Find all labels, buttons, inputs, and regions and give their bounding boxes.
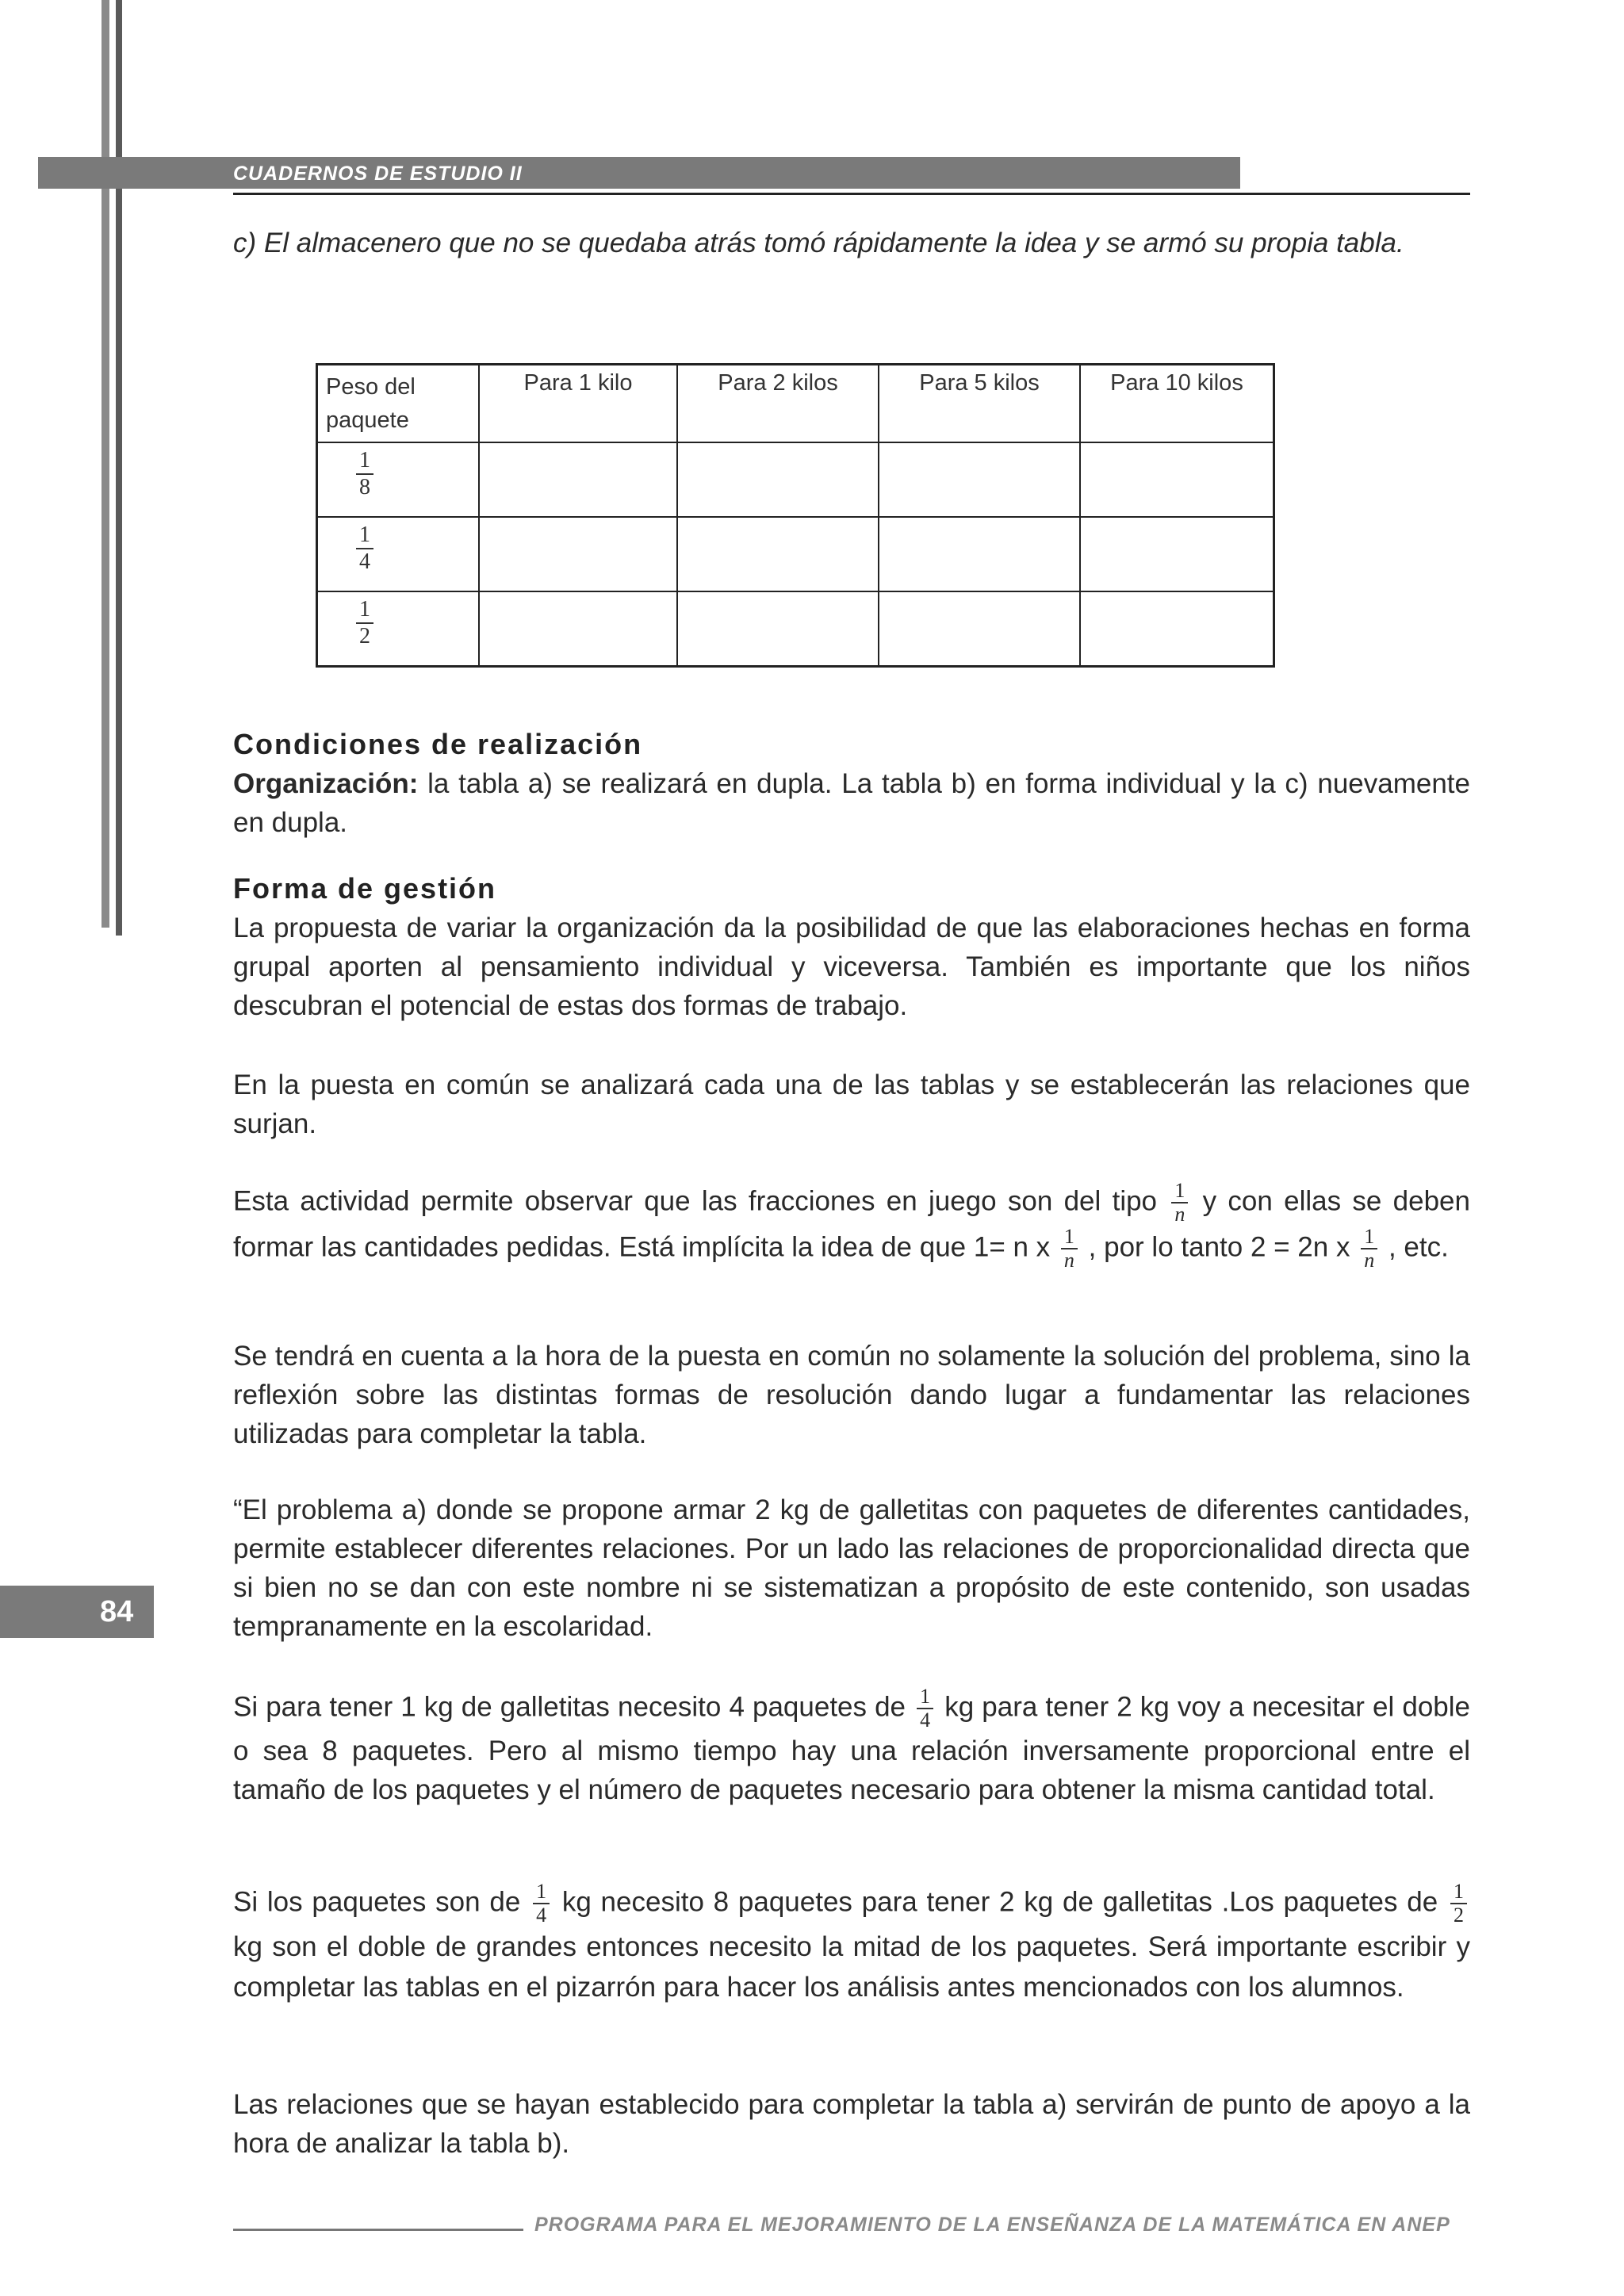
footer-rule: [233, 2229, 523, 2231]
table-cell: [677, 517, 879, 591]
fraction: $\frac{1}{8}$: [356, 448, 373, 500]
table-header-row: [317, 365, 1274, 443]
fraction-one-over-n: $\frac{1}{n}$: [1361, 1226, 1377, 1272]
gestion-paragraph-3: [233, 1180, 1470, 1272]
fraction: $\frac{1}{2}$: [356, 597, 373, 649]
p7-text-a: Si los paquetes son de: [233, 1886, 521, 1918]
left-vertical-bar: [102, 0, 109, 928]
table-cell: [879, 591, 1080, 667]
table-row: [317, 442, 1274, 517]
table-cell: [1080, 591, 1274, 667]
table-cell: [1080, 517, 1274, 591]
p6-text-b: kg para tener 2 kg voy a necesitar el doble o sea 8 paquetes. Pero al mismo tiempo hay una relación inversamente proporcional entre el tamaño de los paquetes y el número de paquetes necesario para obtener la misma cantidad total.: [233, 1691, 1470, 1805]
organization-paragraph: [233, 764, 1470, 842]
table-cell: [677, 591, 879, 667]
fraction-one-over-n: $\frac{1}{n}$: [1171, 1180, 1188, 1226]
running-footer: PROGRAMA PARA EL MEJORAMIENTO DE LA ENSEÑANZA DE LA MATEMÁTICA EN ANEP: [534, 2214, 1450, 2236]
table-header-cell: Para 5 kilos: [879, 365, 1080, 443]
row-fraction-cell: [317, 517, 480, 591]
table-row: [317, 517, 1274, 591]
header-band: [38, 157, 1240, 189]
table-cell: [479, 517, 677, 591]
p7-text-c: kg son el doble de grandes entonces necesito la mitad de los paquetes. Será importante escribir y completar las tablas en el pizarrón para hacer los análisis antes mencionados con los alumnos.: [233, 1931, 1470, 2003]
table-header-cell: Para 1 kilo: [479, 365, 677, 443]
row-fraction-cell: [317, 442, 480, 517]
intro-paragraph: c) El almacenero que no se quedaba atrás tomó rápidamente la idea y se armó su propia tabla.: [233, 228, 1404, 258]
p3-text-a: Esta actividad permite observar que las fracciones en juego son del tipo: [233, 1185, 1158, 1217]
p7-text-b: kg necesito 8 paquetes para tener 2 kg de galletitas .Los paquetes de: [561, 1886, 1438, 1918]
organization-text: la tabla a) se realizará en dupla. La tabla b) en forma individual y la c) nuevamente en dupla.: [233, 768, 1470, 838]
table-cell: [479, 591, 677, 667]
table-cell: [1080, 442, 1274, 517]
table-row: [317, 591, 1274, 667]
gestion-paragraph-7: [233, 1881, 1470, 2007]
organization-label: Organización:: [233, 768, 419, 799]
header-rule: [233, 193, 1470, 195]
section-heading-conditions: Condiciones de realización: [233, 728, 643, 760]
weights-table: [316, 363, 1275, 668]
gestion-paragraph-4: Se tendrá en cuenta a la hora de la puesta en común no solamente la solución del problema, sino la reflexión sobre las distintas formas de resolución dando lugar a fundamentar las relaciones utilizadas para completar la tabla.: [233, 1341, 1470, 1449]
left-vertical-bar-dark: [116, 0, 122, 936]
p3-text-b: y con ellas se deben formar las cantidades pedidas. Está implícita la idea de que 1= n x: [233, 1185, 1470, 1263]
gestion-paragraph-6: [233, 1686, 1470, 1809]
gestion-paragraph-1: La propuesta de variar la organización da la posibilidad de que las elaboraciones hechas en forma grupal aporten al pensamiento individual y viceversa. También es importante que los niños descubran el potencial de estas dos formas de trabajo.: [233, 913, 1470, 1021]
table-cell: [677, 442, 879, 517]
row-fraction-cell: [317, 591, 480, 667]
fraction-one-quarter: $\frac{1}{4}$: [533, 1881, 550, 1927]
fraction-one-over-n: $\frac{1}{n}$: [1061, 1226, 1078, 1272]
gestion-paragraph-5: “El problema a) donde se propone armar 2 kg de galletitas con paquetes de diferentes cantidades, permite establecer diferentes relaciones. Por un lado las relaciones de proporcionalidad directa que si bien no se dan con este nombre ni se sistematizan a propósito de este contenido, son usadas tempranamente en la escolaridad.: [233, 1494, 1470, 1642]
gestion-paragraph-8: Las relaciones que se hayan establecido para completar la tabla a) servirán de punto de apoyo a la hora de analizar la tabla b).: [233, 2089, 1470, 2159]
p6-text-a: Si para tener 1 kg de galletitas necesito 4 paquetes de: [233, 1691, 906, 1723]
running-header: CUADERNOS DE ESTUDIO II: [233, 163, 523, 185]
table-header-cell: Peso del paquete: [317, 365, 480, 443]
page-number: 84: [100, 1595, 134, 1628]
p3-text-c: , por lo tanto 2 = 2n x: [1088, 1231, 1350, 1263]
table-cell: [879, 442, 1080, 517]
section-heading-gestion: Forma de gestión: [233, 872, 497, 905]
p3-text-d: , etc.: [1388, 1231, 1449, 1263]
table-cell: [879, 517, 1080, 591]
table-header-cell: Para 10 kilos: [1080, 365, 1274, 443]
table-header-cell: Para 2 kilos: [677, 365, 879, 443]
fraction-one-half: $\frac{1}{2}$: [1450, 1881, 1467, 1927]
gestion-paragraph-2: En la puesta en común se analizará cada una de las tablas y se establecerán las relaciones que surjan.: [233, 1070, 1470, 1139]
table-cell: [479, 442, 677, 517]
fraction-one-quarter: $\frac{1}{4}$: [917, 1686, 933, 1732]
fraction: $\frac{1}{4}$: [356, 522, 373, 575]
